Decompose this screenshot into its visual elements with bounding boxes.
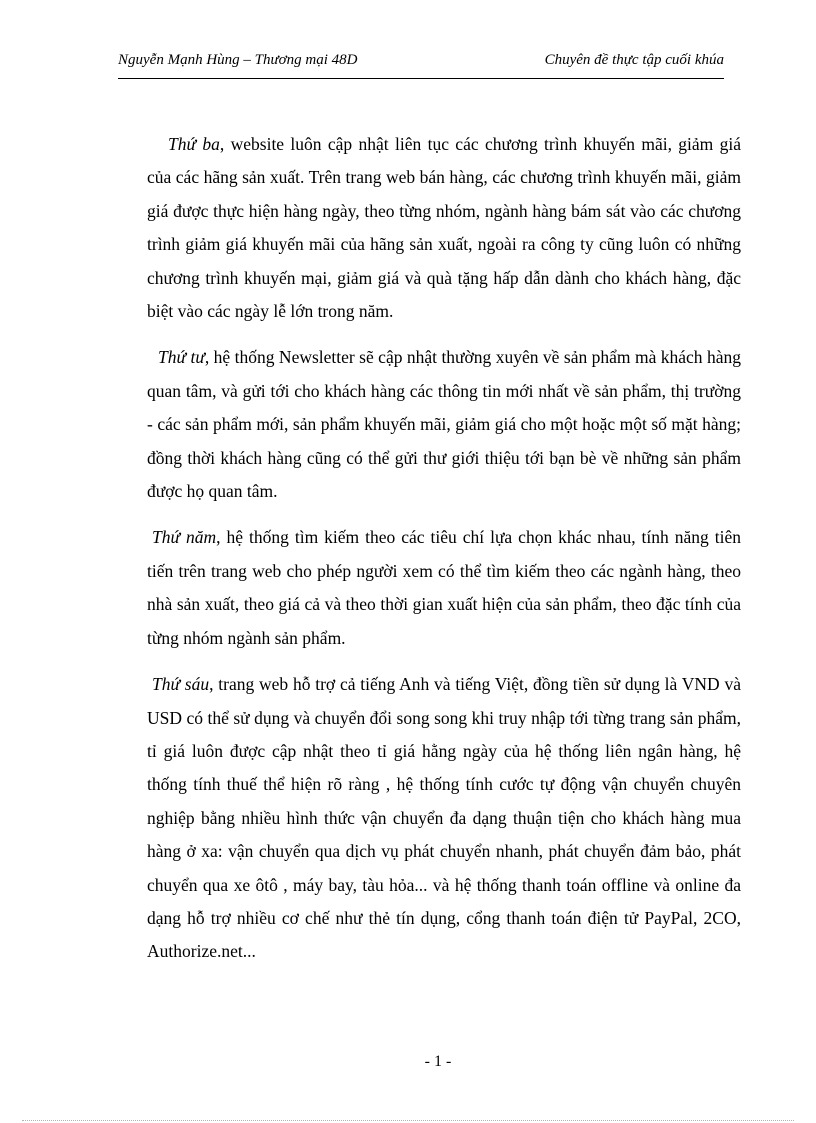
paragraph-thu-tu [147,341,741,508]
header-title: Chuyên đề thực tập cuối khúa [544,52,724,68]
paragraph-thu-nam [147,521,741,655]
paragraph-thu-sau [147,668,741,969]
paragraph-thu-ba [147,128,741,328]
header-divider [118,78,724,79]
paragraph-lead: Thứ sáu [152,674,210,695]
page-number: - 1 - [424,1053,452,1070]
page-edge-divider [22,1120,794,1121]
document-body [147,128,741,982]
header-author: Nguyễn Mạnh Hùng – Thương mại 48D [118,52,358,68]
paragraph-text: , hệ thống tìm kiếm theo các tiêu chí lựa chọn khác nhau, tính năng tiên tiến trên trang web cho phép người xem có thể tìm kiếm theo các ngành hàng, theo nhà sản xuất, theo giá cả và theo thời gian xuất hiện của sản phẩm, theo đặc tính của từng nhóm ngành sản phẩm. [147,527,741,648]
paragraph-lead: Thứ ba [168,134,220,154]
paragraph-lead: Thứ năm [152,527,217,548]
paragraph-text: , website luôn cập nhật liên tục các chương trình khuyến mãi, giảm giá của các hãng sản xuất. Trên trang web bán hàng, các chương trình khuyến mãi, giảm giá được thực hiện hàng ngày, theo từng nhóm, ngành hàng bám sát vào các chương trình giảm giá khuyến mãi của hãng sản xuất, ngoài ra công ty cũng luôn có những chương trình khuyến mại, giảm giá và quà tặng hấp dẫn dành cho khách hàng, đặc biệt vào các ngày lễ lớn trong năm. [147,134,742,322]
page-header [118,52,724,74]
paragraph-lead: Thứ tư [158,347,205,368]
paragraph-text: , trang web hỗ trợ cả tiếng Anh và tiếng Việt, đồng tiền sử dụng là VND và USD có thể sử dụng và chuyển đổi song song khi truy nhập tới từng trang sản phẩm, tỉ giá luôn được cập nhật theo tỉ giá hằng ngày của hệ thống liên ngân hàng, hệ thống tính thuế thể hiện rõ ràng , hệ thống tính cước tự động vận chuyển chuyên nghiệp bằng nhiều hình thức vận chuyển đa dạng thuận tiện cho khách hàng mua hàng ở xa: vận chuyển qua dịch vụ phát chuyển nhanh, phát chuyển đảm bảo, phát chuyển qua xe ôtô , máy bay, tàu hỏa... và hệ thống thanh toán offline và online đa dạng hỗ trợ nhiều cơ chế như thẻ tín dụng, cổng thanh toán điện tử PayPal, 2CO, Authorize.net... [147,674,741,962]
paragraph-text: , hệ thống Newsletter sẽ cập nhật thường xuyên về sản phẩm mà khách hàng quan tâm, và gửi tới cho khách hàng các thông tin mới nhất về sản phẩm, thị trường - các sản phẩm mới, sản phẩm khuyến mãi, giảm giá cho một hoặc một số mặt hàng; đồng thời khách hàng cũng có thể gửi thư giới thiệu tới bạn bè về những sản phẩm được họ quan tâm. [147,347,741,502]
